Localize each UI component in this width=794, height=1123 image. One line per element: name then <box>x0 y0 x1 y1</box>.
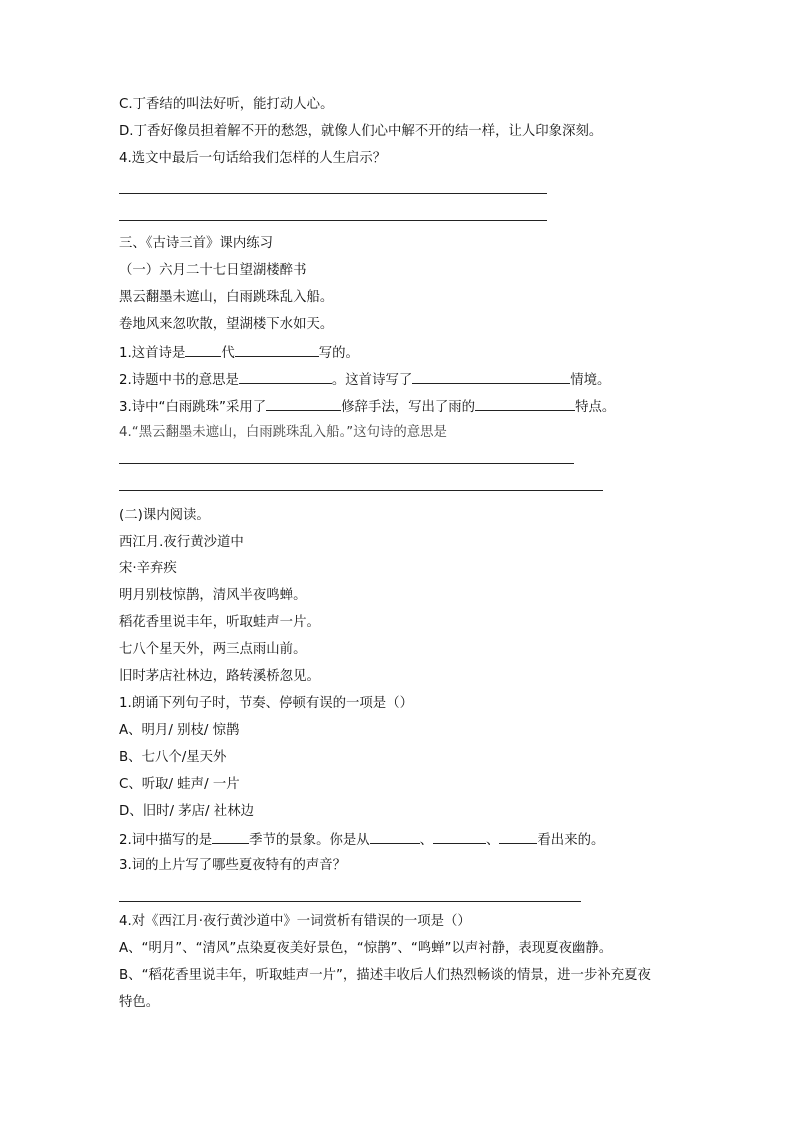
q3-text: 特点。 <box>575 400 616 415</box>
poem2-line4: 旧时茅店社林边，路转溪桥忽见。 <box>119 669 320 684</box>
fill-blank[interactable] <box>475 397 575 411</box>
answer-line[interactable] <box>119 220 547 221</box>
answer-line[interactable] <box>119 490 603 491</box>
poem1-question-4: 4.“黑云翻墨未遮山，白雨跳珠乱入船。”这句诗的意思是 <box>119 425 447 440</box>
poem1-question-2 <box>119 370 679 390</box>
poem2-question-2 <box>119 830 679 850</box>
fill-blank[interactable] <box>212 830 249 844</box>
option-a[interactable]: A、“明月”、“清风”点染夏夜美好景色，“惊鹊”、“鸣蝉”以声衬静，表现夏夜幽静。 <box>119 941 613 956</box>
poem2-author: 宋·辛弃疾 <box>119 561 177 576</box>
fill-blank[interactable] <box>433 830 486 844</box>
fill-blank[interactable] <box>185 343 221 357</box>
poem2-line3: 七八个星天外，两三点雨山前。 <box>119 642 307 657</box>
poem2-line2: 稻花香里说丰年，听取蛙声一片。 <box>119 615 320 630</box>
poem1-line2: 卷地风来忽吹散，望湖楼下水如天。 <box>119 317 334 332</box>
option-c: C.丁香结的叫法好听，能打动人心。 <box>119 97 334 112</box>
poem1-question-3 <box>119 397 679 417</box>
q2-text: 看出来的。 <box>537 833 605 848</box>
q3-text: 修辞手法，写出了雨的 <box>341 400 476 415</box>
reading-intro: (二)课内阅读。 <box>119 508 210 523</box>
q2-text: 、 <box>486 833 500 848</box>
poem1-title: （一）六月二十七日望湖楼醉书 <box>119 263 307 278</box>
option-a[interactable]: A、明月/ 别枝/ 惊鹊 <box>119 723 240 738</box>
q3-text: 3.诗中“白雨跳珠”采用了 <box>119 400 267 415</box>
option-b-continued: 特色。 <box>119 995 160 1010</box>
poem2-question-4: 4.对《西江月·夜行黄沙道中》一词赏析有错误的一项是（） <box>119 914 471 929</box>
poem2-question-1: 1.朗诵下列句子时，节奏、停顿有误的一项是（） <box>119 696 413 711</box>
q2-text: 、 <box>419 833 434 848</box>
fill-blank[interactable] <box>499 830 537 844</box>
option-b[interactable]: B、七八个/星天外 <box>119 750 227 765</box>
fill-blank[interactable] <box>235 343 319 357</box>
poem2-line1: 明月别枝惊鹊，清风半夜鸣蝉。 <box>119 588 307 603</box>
fill-blank[interactable] <box>370 830 420 844</box>
q2-text: 。这首诗写了 <box>331 373 413 388</box>
section-heading: 三、《古诗三首》课内练习 <box>119 236 273 251</box>
fill-blank[interactable] <box>266 397 341 411</box>
option-b[interactable]: B、“稻花香里说丰年，听取蛙声一片”，描述丰收后人们热烈畅谈的情景，进一步补充夏夜 <box>119 968 651 983</box>
fill-blank[interactable] <box>239 370 332 384</box>
poem1-question-1 <box>119 343 679 363</box>
q2-text: 2.诗题中书的意思是 <box>119 373 239 388</box>
answer-line[interactable] <box>119 901 581 902</box>
option-c[interactable]: C、听取/ 蛙声/ 一片 <box>119 777 240 792</box>
fill-blank[interactable] <box>412 370 570 384</box>
q2-text: 情境。 <box>570 373 611 388</box>
q2-text: 季节的景象。你是从 <box>249 833 370 848</box>
poem2-question-3: 3.词的上片写了哪些夏夜特有的声音？ <box>119 858 347 873</box>
poem2-title: 西江月.夜行黄沙道中 <box>119 535 244 550</box>
q1-text: 写的。 <box>318 346 359 361</box>
q1-text: 代 <box>221 346 235 361</box>
question-4-inspiration: 4.选文中最后一句话给我们怎样的人生启示？ <box>119 151 387 166</box>
option-d[interactable]: D、旧时/ 茅店/ 社林边 <box>119 804 254 819</box>
option-d: D.丁香好像员担着解不开的愁怨，就像人们心中解不开的结一样，让人印象深刻。 <box>119 124 603 139</box>
q2-text: 2.词中描写的是 <box>119 833 213 848</box>
answer-line[interactable] <box>119 193 547 194</box>
poem1-line1: 黑云翻墨未遮山，白雨跳珠乱入船。 <box>119 290 334 305</box>
q1-text: 1.这首诗是 <box>119 346 186 361</box>
answer-line[interactable] <box>119 463 574 464</box>
